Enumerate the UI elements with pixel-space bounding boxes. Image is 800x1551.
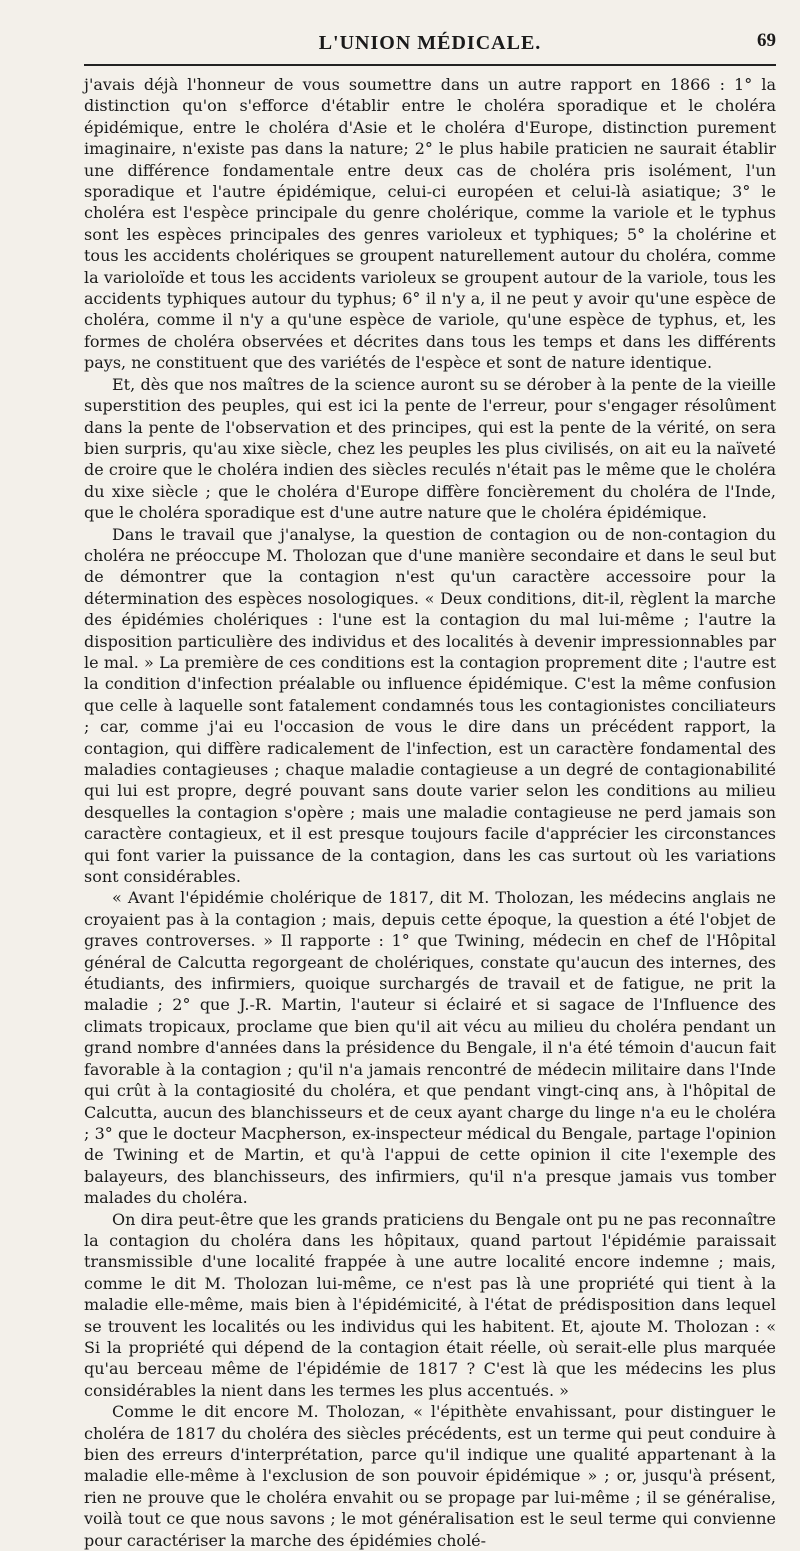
page-number: 69 <box>757 30 776 51</box>
page-header <box>84 28 776 58</box>
paragraph: Comme le dit encore M. Tholozan, « l'épithète envahissant, pour distinguer le choléra de 1817 du choléra des siècles précédents, est un terme qui peut conduire à bien des erreurs d'interprétation, parce qu'il indique une qualité appartenant à la maladie elle-même à l'exclusion de son pouvoir épidémique » ; or, jusqu'à présent, rien ne prouve que le choléra envahit ou se propage par lui-même ; il se généralise, voilà tout ce que nous savons ; le mot généralisation est le seul terme qui convienne pour caractériser la marche des épidémies cholé- <box>84 1402 776 1550</box>
header-rule <box>84 64 776 66</box>
body-text <box>84 74 776 1551</box>
running-title: L'UNION MÉDICALE. <box>318 32 542 54</box>
paragraph: j'avais déjà l'honneur de vous soumettre dans un autre rapport en 1866 : 1° la distinction qu'on s'efforce d'établir entre le choléra sporadique et le choléra épidémique, entre le choléra d'Asie et le choléra d'Europe, distinction purement imaginaire, n'existe pas dans la nature; 2° le plus habile praticien ne saurait établir une différence fondamentale entre deux cas de choléra pris isolément, l'un sporadique et l'autre épidémique, celui-ci européen et celui-là asiatique; 3° le choléra est l'espèce principale du genre cholérique, comme la variole et le typhus sont les espèces principales des genres varioleux et typhiques; 5° la cholérine et tous les accidents cholériques se groupent naturellement autour du choléra, comme la varioloïde et tous les accidents varioleux se groupent autour de la variole, tous les accidents typhiques autour du typhus; 6° il n'y a, il ne peut y avoir qu'une espèce de choléra, comme il n'y a qu'une espèce de variole, qu'une espèce de typhus, et, les formes de choléra observées et décrites dans tous les temps et dans les différents pays, ne constituent que des variétés de l'espèce et sont de nature identique. <box>84 75 776 373</box>
paragraph: On dira peut-être que les grands praticiens du Bengale ont pu ne pas reconnaître la contagion du choléra dans les hôpitaux, quand partout l'épidémie paraissait transmissible d'une localité frappée à une autre localité encore indemne ; mais, comme le dit M. Tholozan lui-même, ce n'est pas là une propriété qui tient à la maladie elle-même, mais bien à l'épidémicité, à l'état de prédisposition dans lequel se trouvent les localités ou les individus qui les habitent. Et, ajoute M. Tholozan : « Si la propriété qui dépend de la contagion était réelle, où serait-elle plus marquée qu'au berceau même de l'épidémie de 1817 ? C'est là que les médecins les plus considérables la nient dans les termes les plus accentués. » <box>84 1209 776 1400</box>
paragraph: Et, dès que nos maîtres de la science auront su se dérober à la pente de la vieille superstition des peuples, qui est ici la pente de l'erreur, pour s'engager résolûment dans la pente de l'observation et des principes, qui est la pente de la vérité, on sera bien surpris, qu'au xixe siècle, chez les peuples les plus civilisés, on ait eu la naïveté de croire que le choléra indien des siècles reculés n'était pas le même que le choléra du xixe siècle ; que le choléra d'Europe diffère foncièrement du choléra de l'Inde, que le choléra sporadique est d'une autre nature que le choléra épidémique. <box>84 374 776 523</box>
paragraph: « Avant l'épidémie cholérique de 1817, dit M. Tholozan, les médecins anglais ne croyaient pas à la contagion ; mais, depuis cette époque, la question a été l'objet de graves controverses. » Il rapporte : 1° que Twining, médecin en chef de l'Hôpital général de Calcutta regorgeant de cholériques, constate qu'aucun des internes, des étudiants, des infirmiers, quoique surchargés de travail et de fatigue, ne prit la maladie ; 2° que J.-R. Martin, l'auteur si éclairé et si sagace de l'Influence des climats tropicaux, proclame que bien qu'il ait vécu au milieu du choléra pendant un grand nombre d'années dans la présidence du Bengale, il n'a été témoin d'aucun fait favorable à la contagion ; qu'il n'a jamais rencontré de médecin militaire dans l'Inde qui crût à la contagiosité du choléra, et que pendant vingt-cinq ans, à l'hôpital de Calcutta, aucun des blanchisseurs et de ceux ayant charge du linge n'a eu le choléra ; 3° que le docteur Macpherson, ex-inspecteur médical du Bengale, partage l'opinion de Twining et de Martin, et qu'à l'appui de cette opinion il cite l'exemple des balayeurs, des blanchisseurs, des infirmiers, qu'il n'a presque jamais vus tomber malades du choléra. <box>84 888 776 1208</box>
paragraph: Dans le travail que j'analyse, la question de contagion ou de non-contagion du choléra ne préoccupe M. Tholozan que d'une manière secondaire et dans le seul but de démontrer que la contagion n'est qu'un caractère accessoire pour la détermination des espèces nosologiques. « Deux conditions, dit-il, règlent la marche des épidémies cholériques : l'une est la contagion du mal lui-même ; l'autre la disposition particulière des individus et des localités à devenir impressionnables par le mal. » La première de ces conditions est la contagion proprement dite ; l'autre est la condition d'infection préalable ou influence épidémique. C'est la même confusion que celle à laquelle sont fatalement condamnés tous les contagionistes conciliateurs ; car, comme j'ai eu l'occasion de vous le dire dans un précédent rapport, la contagion, qui diffère radicalement de l'infection, est un caractère fondamental des maladies contagieuses ; chaque maladie contagieuse a un degré de contagionabilité qui lui est propre, degré pouvant sans doute varier selon les conditions au milieu desquelles la contagion s'opère ; mais une maladie contagieuse ne perd jamais son caractère contagieux, et il est presque toujours facile d'apprécier les circonstances qui font varier la puissance de la contagion, dans les cas surtout où les variations sont considérables. <box>84 524 776 887</box>
